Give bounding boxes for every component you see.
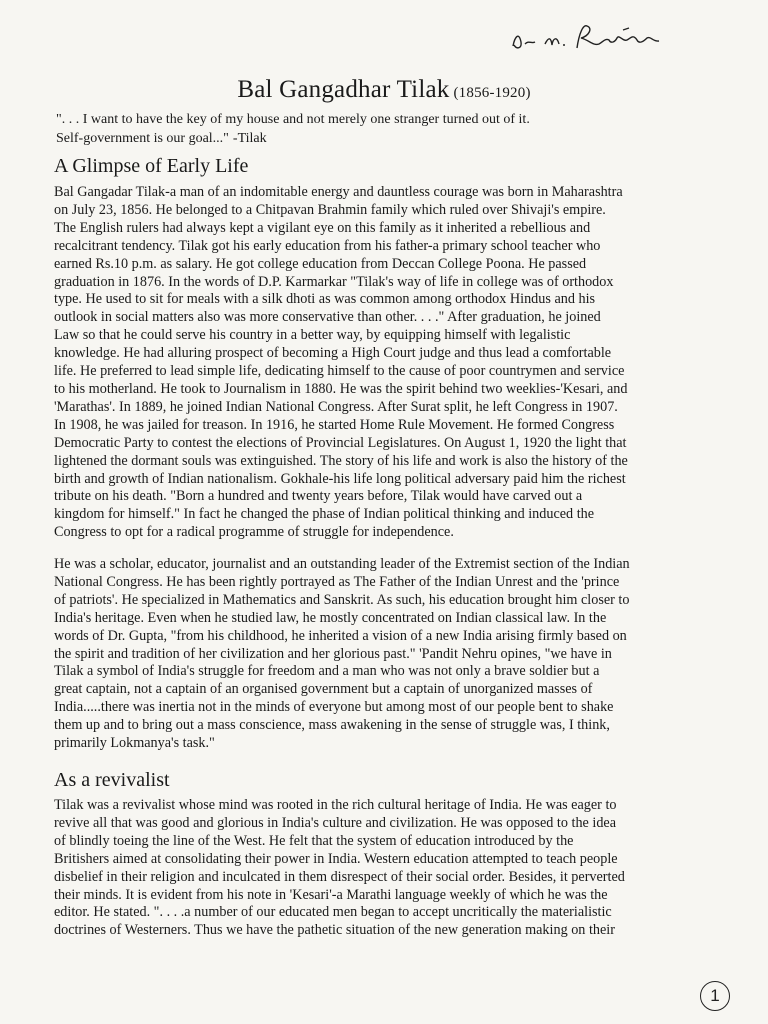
text-line: them up and to bring out a mass conscience, mass awakening in the sense of struggle was, I think, bbox=[54, 717, 610, 734]
text-line: India's heritage. Even when he studied law, he mostly concentrated on Indian classical law. In the bbox=[54, 609, 607, 626]
title-years: (1856-1920) bbox=[453, 85, 531, 101]
text-line: life. He preferred to lead simple life, dedicating himself to the cause of poor countrymen and service bbox=[54, 363, 625, 380]
text-line: birth and growth of Indian nationalism. Gokhale-his life long political adversary paid him the richest bbox=[54, 470, 626, 487]
text-line: to his motherland. He took to Journalism in 1880. He was the spirit behind two weeklies-'Kesari, and bbox=[54, 380, 628, 397]
quote-line bbox=[56, 129, 716, 148]
quote-line: ". . . I want to have the key of my house and not merely one stranger turned out of it. bbox=[56, 112, 530, 127]
text-line: lightened the dormant souls was extinguished. The story of his life and work is also the history of the bbox=[54, 452, 628, 469]
text-line: Law so that he could serve his country in a better way, by equipping himself with legalistic bbox=[54, 327, 571, 344]
text-line: The English rulers had always kept a vigilant eye on this family as it inherited a rebellious and bbox=[54, 219, 591, 236]
text-line: type. He used to sit for meals with a silk dhoti as was common among orthodox Hindus and his bbox=[54, 291, 596, 308]
title-text: Bal Gangadhar Tilak bbox=[237, 76, 450, 103]
quote-author: -Tilak bbox=[232, 131, 267, 146]
text-line: primarily Lokmanya's task." bbox=[54, 735, 215, 752]
paragraph-early-life-2 bbox=[54, 556, 734, 753]
paragraph-early-life-1 bbox=[54, 184, 734, 542]
text-line: recalcitrant tendency. Tilak got his early education from his father-a primary school teacher who bbox=[54, 237, 601, 254]
text-line: knowledge. He had alluring prospect of becoming a High Court judge and thus lead a comfortable bbox=[54, 345, 612, 362]
text-line: Congress to opt for a radical programme of struggle for independence. bbox=[54, 524, 454, 541]
text-line: Britishers aimed at consolidating their power in India. Western education attempted to teach people bbox=[54, 850, 618, 867]
text-line: doctrines of Westerners. Thus we have the pathetic situation of the new generation making on their bbox=[54, 922, 615, 939]
quote-text: Self-government is our goal..." bbox=[56, 131, 229, 146]
text-line: 'Marathas'. In 1889, he joined Indian National Congress. After Surat split, he left Congress in 1907. bbox=[54, 398, 618, 415]
text-line: the spirit and tradition of her civilization and her glorious past." 'Pandit Nehru opines, "we have in bbox=[54, 645, 612, 662]
text-line: India.....there was inertia not in the minds of everyone but among most of our people bent to shake bbox=[54, 699, 614, 716]
page-number: 1 bbox=[700, 981, 730, 1011]
text-line: editor. He stated. ". . . .a number of our educated men began to accept uncritically the materialistic bbox=[54, 904, 612, 921]
text-line: graduation in 1876. In the words of D.P. Karmarkar "Tilak's way of life in college was of orthodox bbox=[54, 273, 614, 290]
text-line: Tilak was a revivalist whose mind was rooted in the rich cultural heritage of India. He was eager to bbox=[54, 797, 617, 813]
section-heading-revivalist: As a revivalist bbox=[54, 769, 170, 791]
page-title bbox=[0, 76, 768, 104]
text-line: words of Dr. Gupta, "from his childhood, he inherited a vision of a new India arising firmly based on bbox=[54, 627, 627, 644]
text-line: Democratic Party to contest the elections of Provincial Legislatures. On August 1, 1920 the light that bbox=[54, 434, 627, 451]
text-line: Tilak a symbol of India's struggle for freedom and a man who was not only a brave soldier but a bbox=[54, 663, 600, 680]
text-line: kingdom for himself." In fact he changed the phase of Indian political thinking and induced the bbox=[54, 506, 595, 523]
epigraph-quote bbox=[56, 110, 716, 148]
handwritten-signature bbox=[505, 14, 695, 56]
text-line: revive all that was good and glorious in India's culture and civilization. He was opposed to the idea bbox=[54, 814, 617, 831]
text-line: In 1908, he was jailed for treason. In 1916, he started Home Rule Movement. He formed Congress bbox=[54, 416, 615, 433]
text-line: disbelief in their religion and inculcated in them disrespect of their social order. Besides, it perverted bbox=[54, 868, 625, 885]
text-line: He was a scholar, educator, journalist and an outstanding leader of the Extremist section of the Indian bbox=[54, 556, 630, 572]
section-heading-early-life: A Glimpse of Early Life bbox=[54, 155, 249, 177]
text-line: tribute on his death. "Born a hundred and twenty years before, Tilak would have carved out a bbox=[54, 488, 583, 505]
text-line: of blindly toeing the line of the West. He felt that the system of education introduced by the bbox=[54, 832, 574, 849]
paragraph-revivalist-1 bbox=[54, 797, 734, 940]
text-line: of patriots'. He specialized in Mathematics and Sanskrit. As such, his education brought him closer to bbox=[54, 591, 630, 608]
text-line: on July 23, 1856. He belonged to a Chitpavan Brahmin family which ruled over Shivaji's empire. bbox=[54, 201, 606, 218]
text-line: great captain, not a captain of an organised government but a captain of unorganized masses of bbox=[54, 681, 593, 698]
text-line: their minds. It is evident from his note in 'Kesari'-a Marathi language weekly of which he was the bbox=[54, 886, 608, 903]
text-line: earned Rs.10 p.m. as salary. He got college education from Deccan College Poona. He passed bbox=[54, 255, 587, 272]
text-line: outlook in social matters also was more conservative than other. . . ." After graduation, he joined bbox=[54, 309, 601, 326]
text-line: National Congress. He has been rightly portrayed as The Father of the Indian Unrest and the 'prince bbox=[54, 573, 620, 590]
text-line: Bal Gangadar Tilak-a man of an indomitable energy and dauntless courage was born in Maharashtra bbox=[54, 184, 623, 200]
